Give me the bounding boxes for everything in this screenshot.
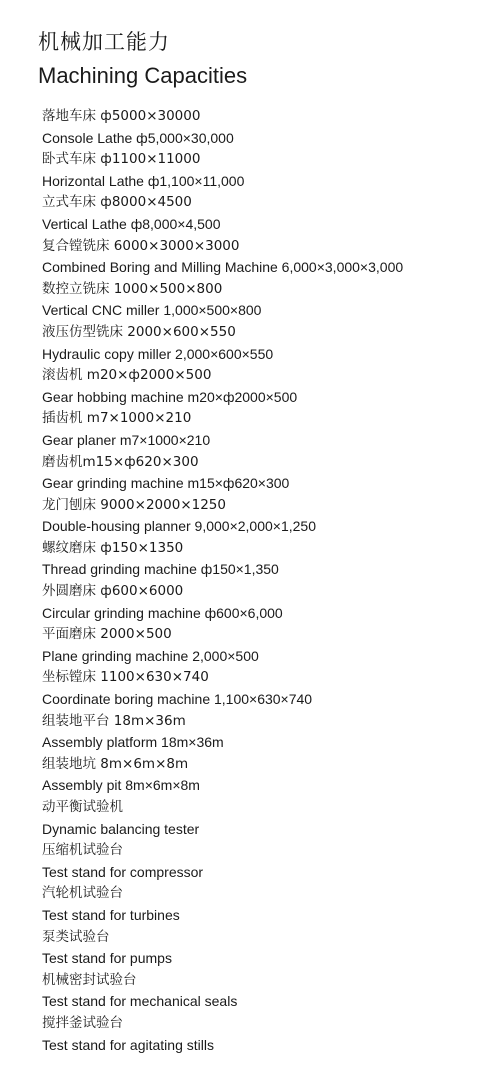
list-item-english: Vertical Lathe ф8,000×4,500 bbox=[42, 215, 221, 232]
list-item-chinese: 龙门刨床 9000×2000×1250 bbox=[42, 496, 226, 513]
list-item-chinese: 数控立铣床 1000×500×800 bbox=[42, 280, 223, 297]
list-item-english: Circular grinding machine ф600×6,000 bbox=[42, 604, 283, 621]
list-item-english: Console Lathe ф5,000×30,000 bbox=[42, 129, 234, 146]
list-item-english: Assembly platform 18m×36m bbox=[42, 734, 224, 751]
list-item-chinese: 滚齿机 m20×ф2000×500 bbox=[42, 367, 212, 384]
list-item-chinese: 组装地平台 18m×36m bbox=[42, 712, 186, 729]
list-item-english: Test stand for pumps bbox=[42, 950, 172, 967]
list-item-chinese: 坐标镗床 1100×630×740 bbox=[42, 669, 209, 686]
list-item-chinese: 落地车床 ф5000×30000 bbox=[42, 108, 201, 124]
list-item-chinese: 卧式车床 ф1100×11000 bbox=[42, 151, 201, 168]
list-item-chinese: 平面磨床 2000×500 bbox=[42, 626, 172, 643]
list-item-english: Dynamic balancing tester bbox=[42, 820, 200, 837]
list-item-chinese: 外圆磨床 ф600×6000 bbox=[42, 583, 184, 600]
list-item-english: Coordinate boring machine 1,100×630×740 bbox=[42, 691, 313, 708]
list-item-english: Double-housing planner 9,000×2,000×1,250 bbox=[42, 518, 317, 535]
list-item-chinese: 汽轮机试验台 bbox=[42, 885, 123, 902]
list-item-english: Gear planer m7×1000×210 bbox=[42, 431, 211, 448]
list-item-english: Horizontal Lathe ф1,100×11,000 bbox=[42, 172, 245, 189]
list-item-chinese: 动平衡试验机 bbox=[42, 799, 123, 815]
list-item-english: Test stand for agitating stills bbox=[42, 1036, 214, 1053]
list-item-english: Hydraulic copy miller 2,000×600×550 bbox=[42, 345, 274, 362]
list-item-chinese: 复合镗铣床 6000×3000×3000 bbox=[42, 237, 240, 254]
list-item-chinese: 螺纹磨床 ф150×1350 bbox=[42, 539, 184, 556]
list-item-chinese: 组装地坑 8m×6m×8m bbox=[42, 755, 189, 772]
list-item-english: Test stand for turbines bbox=[42, 906, 180, 923]
page-title-chinese: 机械加工能力 bbox=[38, 30, 170, 54]
list-item-chinese: 插齿机 m7×1000×210 bbox=[42, 410, 192, 427]
list-item-english: Plane grinding machine 2,000×500 bbox=[42, 647, 259, 664]
list-item-chinese: 立式车床 ф8000×4500 bbox=[42, 194, 192, 211]
list-item-chinese: 机械密封试验台 bbox=[42, 971, 137, 988]
list-item-english: Gear hobbing machine m20×ф2000×500 bbox=[42, 388, 298, 405]
list-item-english: Vertical CNC miller 1,000×500×800 bbox=[42, 302, 262, 319]
list-item-chinese: 磨齿机m15×ф620×300 bbox=[42, 453, 199, 470]
list-item-english: Test stand for compressor bbox=[42, 863, 204, 880]
list-item-chinese: 液压仿型铣床 2000×600×550 bbox=[42, 323, 236, 340]
list-item-english: Assembly pit 8m×6m×8m bbox=[42, 777, 200, 794]
list-item-chinese: 搅拌釜试验台 bbox=[42, 1014, 123, 1031]
list-item-english: Thread grinding machine ф150×1,350 bbox=[42, 561, 279, 578]
list-item-chinese: 压缩机试验台 bbox=[42, 842, 123, 859]
page-title-english: Machining Capacities bbox=[38, 63, 248, 88]
capacity-list bbox=[42, 106, 403, 1056]
list-item-english: Combined Boring and Milling Machine 6,000×3,000×3,000 bbox=[42, 259, 404, 276]
list-item-chinese: 泵类试验台 bbox=[42, 928, 110, 945]
list-item-english: Test stand for mechanical seals bbox=[42, 993, 238, 1010]
list-item-english: Gear grinding machine m15×ф620×300 bbox=[42, 475, 290, 492]
